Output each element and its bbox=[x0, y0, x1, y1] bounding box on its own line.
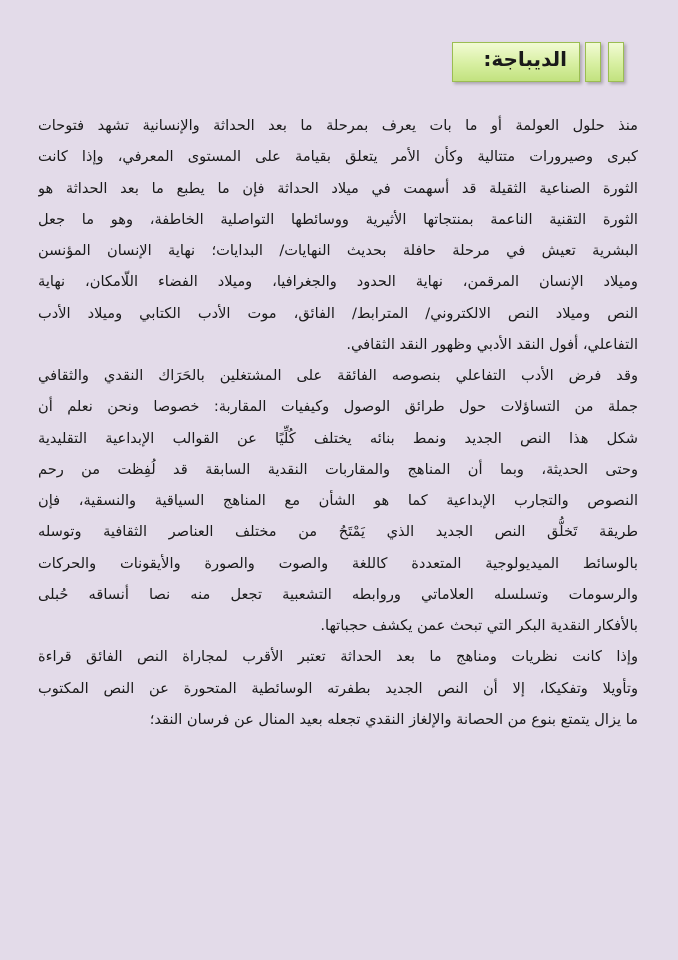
text-line: وتأويلا وتفكيكا، إلا أن النص الجديد بطفرته الوسائطية المتحورة عن النص المكتوب bbox=[38, 679, 638, 697]
text-line: بالوسائط الميديولوجية المتعددة كاللغة والصوت والصورة والأيقونات والحركات bbox=[38, 554, 638, 572]
text-line: النصوص والتجارب الإبداعية كما هو الشأن مع المناهج السياقية والنسقية، فإن bbox=[38, 492, 638, 509]
text-line: شكل هذا النص الجديد ونمط بنائه يختلف كُلِّيًا عن القوالب الإبداعية التقليدية bbox=[38, 429, 638, 447]
text-line: بالأفكار النقدية البكر التي تبحث عمن يكشف حجباتها. bbox=[320, 617, 638, 634]
heading-decor-bar bbox=[608, 42, 624, 82]
text-line: جملة من التساؤلات حول طرائق الوصول وكيفيات المقاربة: خصوصا ونحن نعلم أن bbox=[38, 398, 638, 416]
text-line: والرسومات وتسلسله العلاماتي وروابطه التشعبية تجعل منه نصا أنساقه حُبلى bbox=[38, 585, 638, 603]
text-line: الثورة التقنية الناعمة بمنتجاتها الأثيرية ووسائطها التواصلية الخاطفة، وهو ما جعل bbox=[38, 210, 638, 228]
text-line: التفاعلي، أفول النقد الأدبي وظهور النقد الثقافي. bbox=[346, 335, 638, 353]
text-line: كبرى وصيرورات متتالية وكأن الأمر يتعلق بقيامة على المستوى المعرفي، وإذا كانت bbox=[38, 148, 638, 166]
body-text bbox=[38, 110, 638, 735]
section-heading: الديباجة: bbox=[452, 42, 580, 82]
text-line: وحتى الحديثة، وبما أن المناهج والمقاربات النقدية السابقة قد لُفِظت من رحم bbox=[38, 460, 638, 478]
text-line: طريقة تَخلُّق النص الجديد الذي يَمْتَحُ من مختلف العناصر الثقافية وتوسله bbox=[38, 523, 638, 541]
text-line: الثورة الصناعية الثقيلة قد أسهمت في ميلاد الحداثة فإن ما يطبع ما بعد الحداثة هو bbox=[38, 179, 638, 197]
text-line: البشرية تعيش في مرحلة حافلة بحديث النهايات/ البدايات؛ نهاية الإنسان المؤنسن bbox=[38, 242, 638, 259]
text-line: ما يزال يتمتع بنوع من الحصانة والإلغاز النقدي تجعله بعيد المنال عن فرسان النقد؛ bbox=[149, 710, 638, 728]
heading-decor-bar bbox=[585, 42, 601, 82]
text-line: وميلاد الإنسان المرقمن، نهاية الحدود والجغرافيا، وميلاد الفضاء اللّامكان، نهاية bbox=[38, 273, 638, 291]
text-line: وإذا كانت نظريات ومناهج ما بعد الحداثة تعتبر الأقرب لمجاراة النص الفائق قراءة bbox=[38, 648, 638, 666]
text-line: النص وميلاد النص الالكتروني/ المترابط/ الفائق، موت الأدب الكتابي وميلاد الأدب bbox=[38, 304, 638, 322]
text-line: منذ حلول العولمة أو ما بات يعرف بمرحلة ما بعد الحداثة والإنسانية تشهد فتوحات bbox=[38, 117, 638, 134]
heading-banner bbox=[452, 42, 636, 84]
text-line: وقد فرض الأدب التفاعلي بنصوصه الفائقة على المشتغلين بالحَرَاك النقدي والثقافي bbox=[38, 367, 638, 384]
